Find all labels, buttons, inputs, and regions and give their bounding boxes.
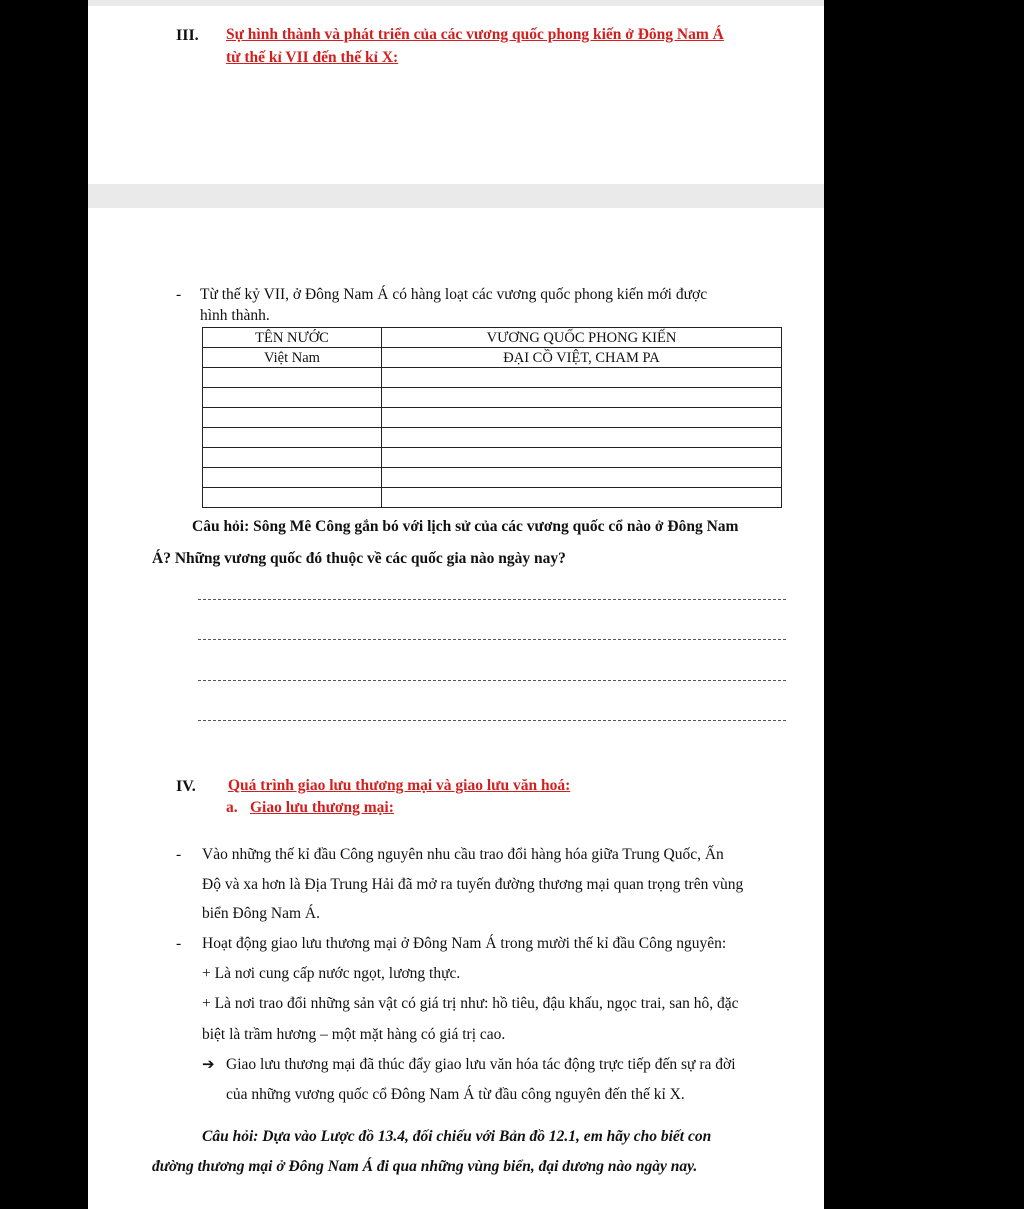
arrow-right-icon: ➔ [202, 1057, 215, 1073]
table-cell-kingdom [382, 468, 782, 488]
question1-line2: Á? Những vương quốc đó thuộc về các quốc gia nào ngày nay? [152, 550, 566, 567]
table-cell-kingdom [382, 428, 782, 448]
answer-line[interactable] [198, 639, 786, 640]
table-cell-country [203, 408, 382, 428]
table-row [203, 448, 782, 468]
table-cell-country [203, 428, 382, 448]
body-plus2-line2: biệt là trầm hương – một mặt hàng có giá trị cao. [202, 1026, 506, 1043]
table-header-row [203, 328, 782, 348]
body-b2-line1: Hoạt động giao lưu thương mại ở Đông Nam Á trong mười thế kỉ đầu Công nguyên: [202, 935, 727, 952]
section-3-title-line1: Sự hình thành và phát triển của các vương quốc phong kiến ở Đông Nam Á [226, 26, 724, 43]
table-row [203, 488, 782, 508]
body-b1-line1: Vào những thế kỉ đầu Công nguyên nhu cầu trao đổi hàng hóa giữa Trung Quốc, Ấn [202, 846, 724, 863]
table-cell-kingdom: ĐẠI CỒ VIỆT, CHAM PA [382, 348, 782, 368]
answer-line[interactable] [198, 599, 786, 600]
table-cell-country [203, 388, 382, 408]
section-3-number: III. [176, 27, 199, 44]
table-cell-country: Việt Nam [203, 348, 382, 368]
answer-line[interactable] [198, 680, 786, 681]
table-cell-country [203, 448, 382, 468]
section-4-title: Quá trình giao lưu thương mại và giao lưu văn hoá: [228, 777, 571, 794]
table-cell-kingdom [382, 368, 782, 388]
table-row [203, 388, 782, 408]
body-plus2-line1: + Là nơi trao đổi những sản vật có giá trị như: hồ tiêu, đậu khấu, ngọc trai, san hô, đặc [202, 995, 739, 1012]
document-page [88, 0, 824, 1209]
table-cell-country [203, 368, 382, 388]
table-row [203, 348, 782, 368]
answer-line[interactable] [198, 720, 786, 721]
table-cell-country [203, 488, 382, 508]
bullet-dash: - [176, 286, 182, 303]
table-row [203, 408, 782, 428]
subsection-a-title: Giao lưu thương mại: [250, 799, 394, 816]
bullet-dash: - [176, 935, 182, 952]
table-cell-country [203, 468, 382, 488]
intro-line2: hình thành. [200, 307, 270, 324]
bullet-dash: - [176, 846, 182, 863]
section-4-number: IV. [176, 778, 196, 795]
body-b1-line2: Độ và xa hơn là Địa Trung Hải đã mở ra tuyến đường thương mại quan trọng trên vùng [202, 876, 744, 893]
table-row [203, 368, 782, 388]
table-cell-kingdom [382, 408, 782, 428]
question2-line2: đường thương mại ở Đông Nam Á đi qua những vùng biển, đại dương nào ngày nay. [152, 1158, 698, 1175]
table-row [203, 428, 782, 448]
intro-line1: Từ thế kỷ VII, ở Đông Nam Á có hàng loạt các vương quốc phong kiến mới được [200, 286, 708, 303]
body-b1-line3: biển Đông Nam Á. [202, 905, 320, 922]
body-conclusion-line1: Giao lưu thương mại đã thúc đẩy giao lưu văn hóa tác động trực tiếp đến sự ra đời [226, 1056, 736, 1073]
section-3-title-line2: từ thế kỉ VII đến thế kỉ X: [226, 49, 399, 66]
table-header-kingdom: VƯƠNG QUỐC PHONG KIẾN [382, 328, 782, 348]
table-row [203, 468, 782, 488]
question1-line1: Câu hỏi: Sông Mê Công gắn bó với lịch sử của các vương quốc cổ nào ở Đông Nam [192, 518, 739, 535]
table-cell-kingdom [382, 388, 782, 408]
body-conclusion-line2: của những vương quốc cổ Đông Nam Á từ đầu công nguyên đến thế kỉ X. [226, 1086, 685, 1103]
body-plus1: + Là nơi cung cấp nước ngọt, lương thực. [202, 965, 461, 982]
kingdoms-table [202, 327, 782, 508]
question2-line1: Câu hỏi: Dựa vào Lược đồ 13.4, đối chiếu với Bản đồ 12.1, em hãy cho biết con [202, 1128, 712, 1145]
page-top-edge [88, 0, 824, 6]
page-break-gap [88, 184, 824, 208]
table-cell-kingdom [382, 448, 782, 468]
subsection-a-label: a. [226, 799, 238, 816]
table-cell-kingdom [382, 488, 782, 508]
table-header-country: TÊN NƯỚC [203, 328, 382, 348]
